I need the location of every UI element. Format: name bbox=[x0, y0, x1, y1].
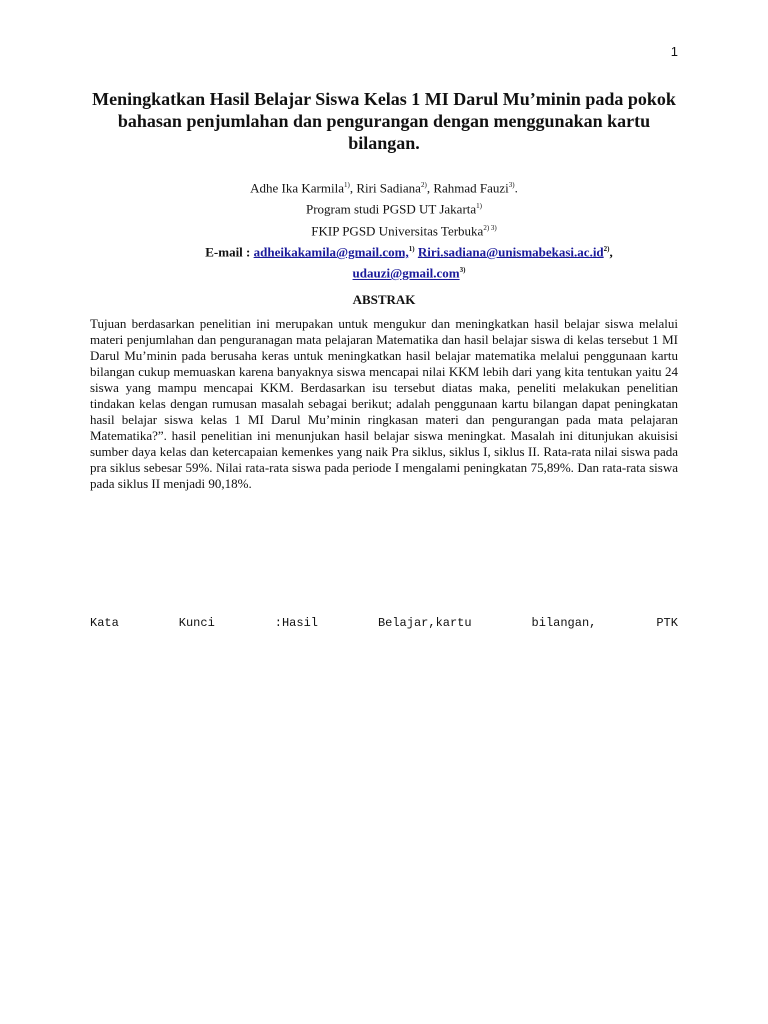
email-trail-comma: , bbox=[609, 244, 613, 260]
email-link-2[interactable]: Riri.sadiana@unismabekasi.ac.id bbox=[417, 244, 604, 260]
email-line-2 bbox=[90, 261, 678, 282]
author-name: Riri Sadiana bbox=[356, 180, 421, 196]
page-number: 1 bbox=[670, 44, 678, 59]
author-sup: 1) bbox=[343, 181, 350, 189]
keyword-token: Kata bbox=[90, 616, 119, 630]
email-sup-1: 1) bbox=[408, 244, 415, 253]
abstract-body: Tujuan berdasarkan penelitian ini merupakan untuk mengukur dan meningkatkan hasil belajar siswa melalui materi penjumlahan dan penguranagan mata pelajaran Matematika dan hasil belajar siswa di kelas tersebut 1 MI Darul Mu’minin pada berusaha keras untuk meningkatkan hasil belajar matematika melalui penggunaan kartu bilangan cukup memuaskan karena banyaknya siswa mencapai nilai KKM lebih dari yang kita tentukan yaitu 24 siswa yang mampu mencapai KKM. Berdasarkan isu tersebut diatas maka, peneliti melakukan penelitian tindakan kelas dengan rumusan masalah sebagai berikut; adalah penggunaan kartu bilangan dapat peningkatan hasil belajar siswa kelas 1 MI Darul Mu’minin ringkasan materi dan pengurangan pada mata pelajaran Matematika?”. hasil penelitian ini menunjukan hasil belajar siswa meningkat. Masalah ini ditunjukan akuisisi sumber daya kelas dan ketercapaian kemenkes yang naik Pra siklus, siklus I, siklus II. Rata-rata nilai siswa pada pra siklus sebesar 59%. Nilai rata-rata siswa pada periode I mengalami peningkatan 75,89%. Dan rata-rata siswa pada siklus II menjadi 90,18%. bbox=[90, 316, 678, 491]
author-separator: , bbox=[349, 180, 357, 196]
email-label: E-mail : bbox=[205, 244, 254, 260]
keyword-token: bilangan, bbox=[531, 616, 597, 630]
email-sup-2: 2) bbox=[603, 244, 610, 253]
author-separator: , bbox=[426, 180, 434, 196]
affiliation-1-text: Program studi PGSD UT Jakarta bbox=[305, 201, 477, 217]
affiliation-2 bbox=[90, 219, 678, 240]
keyword-token: Belajar,kartu bbox=[377, 616, 472, 630]
affiliation-2-sup: 2) 3) bbox=[483, 223, 497, 232]
keyword-token: PTK bbox=[656, 616, 678, 630]
author-sup: 2) bbox=[420, 181, 427, 189]
author-name: Adhe Ika Karmila bbox=[250, 180, 344, 196]
author-block bbox=[90, 176, 678, 283]
keywords-line bbox=[90, 616, 678, 630]
email-sup-3: 3) bbox=[459, 266, 466, 275]
affiliation-1-sup: 1) bbox=[476, 202, 483, 211]
email-link-1[interactable]: adheikakamila@gmail.com, bbox=[253, 244, 409, 260]
paper-title: Meningkatkan Hasil Belajar Siswa Kelas 1 MI Darul Mu’minin pada pokok bahasan penjumlahan dan pengurangan dengan menggunakan kartu bilangan. bbox=[92, 89, 676, 153]
affiliation-1 bbox=[90, 197, 678, 218]
keyword-token: Kunci bbox=[178, 616, 215, 630]
email-link-3[interactable]: udauzi@gmail.com bbox=[352, 265, 460, 281]
keyword-token: :Hasil bbox=[274, 616, 318, 630]
author-sup: 3) bbox=[508, 181, 515, 189]
abstract-heading: ABSTRAK bbox=[352, 292, 416, 307]
author-names bbox=[90, 176, 678, 197]
author-name: Rahmad Fauzi bbox=[433, 180, 509, 196]
email-line bbox=[90, 240, 678, 261]
author-separator: . bbox=[514, 180, 518, 196]
affiliation-2-text: FKIP PGSD Universitas Terbuka bbox=[311, 222, 484, 238]
